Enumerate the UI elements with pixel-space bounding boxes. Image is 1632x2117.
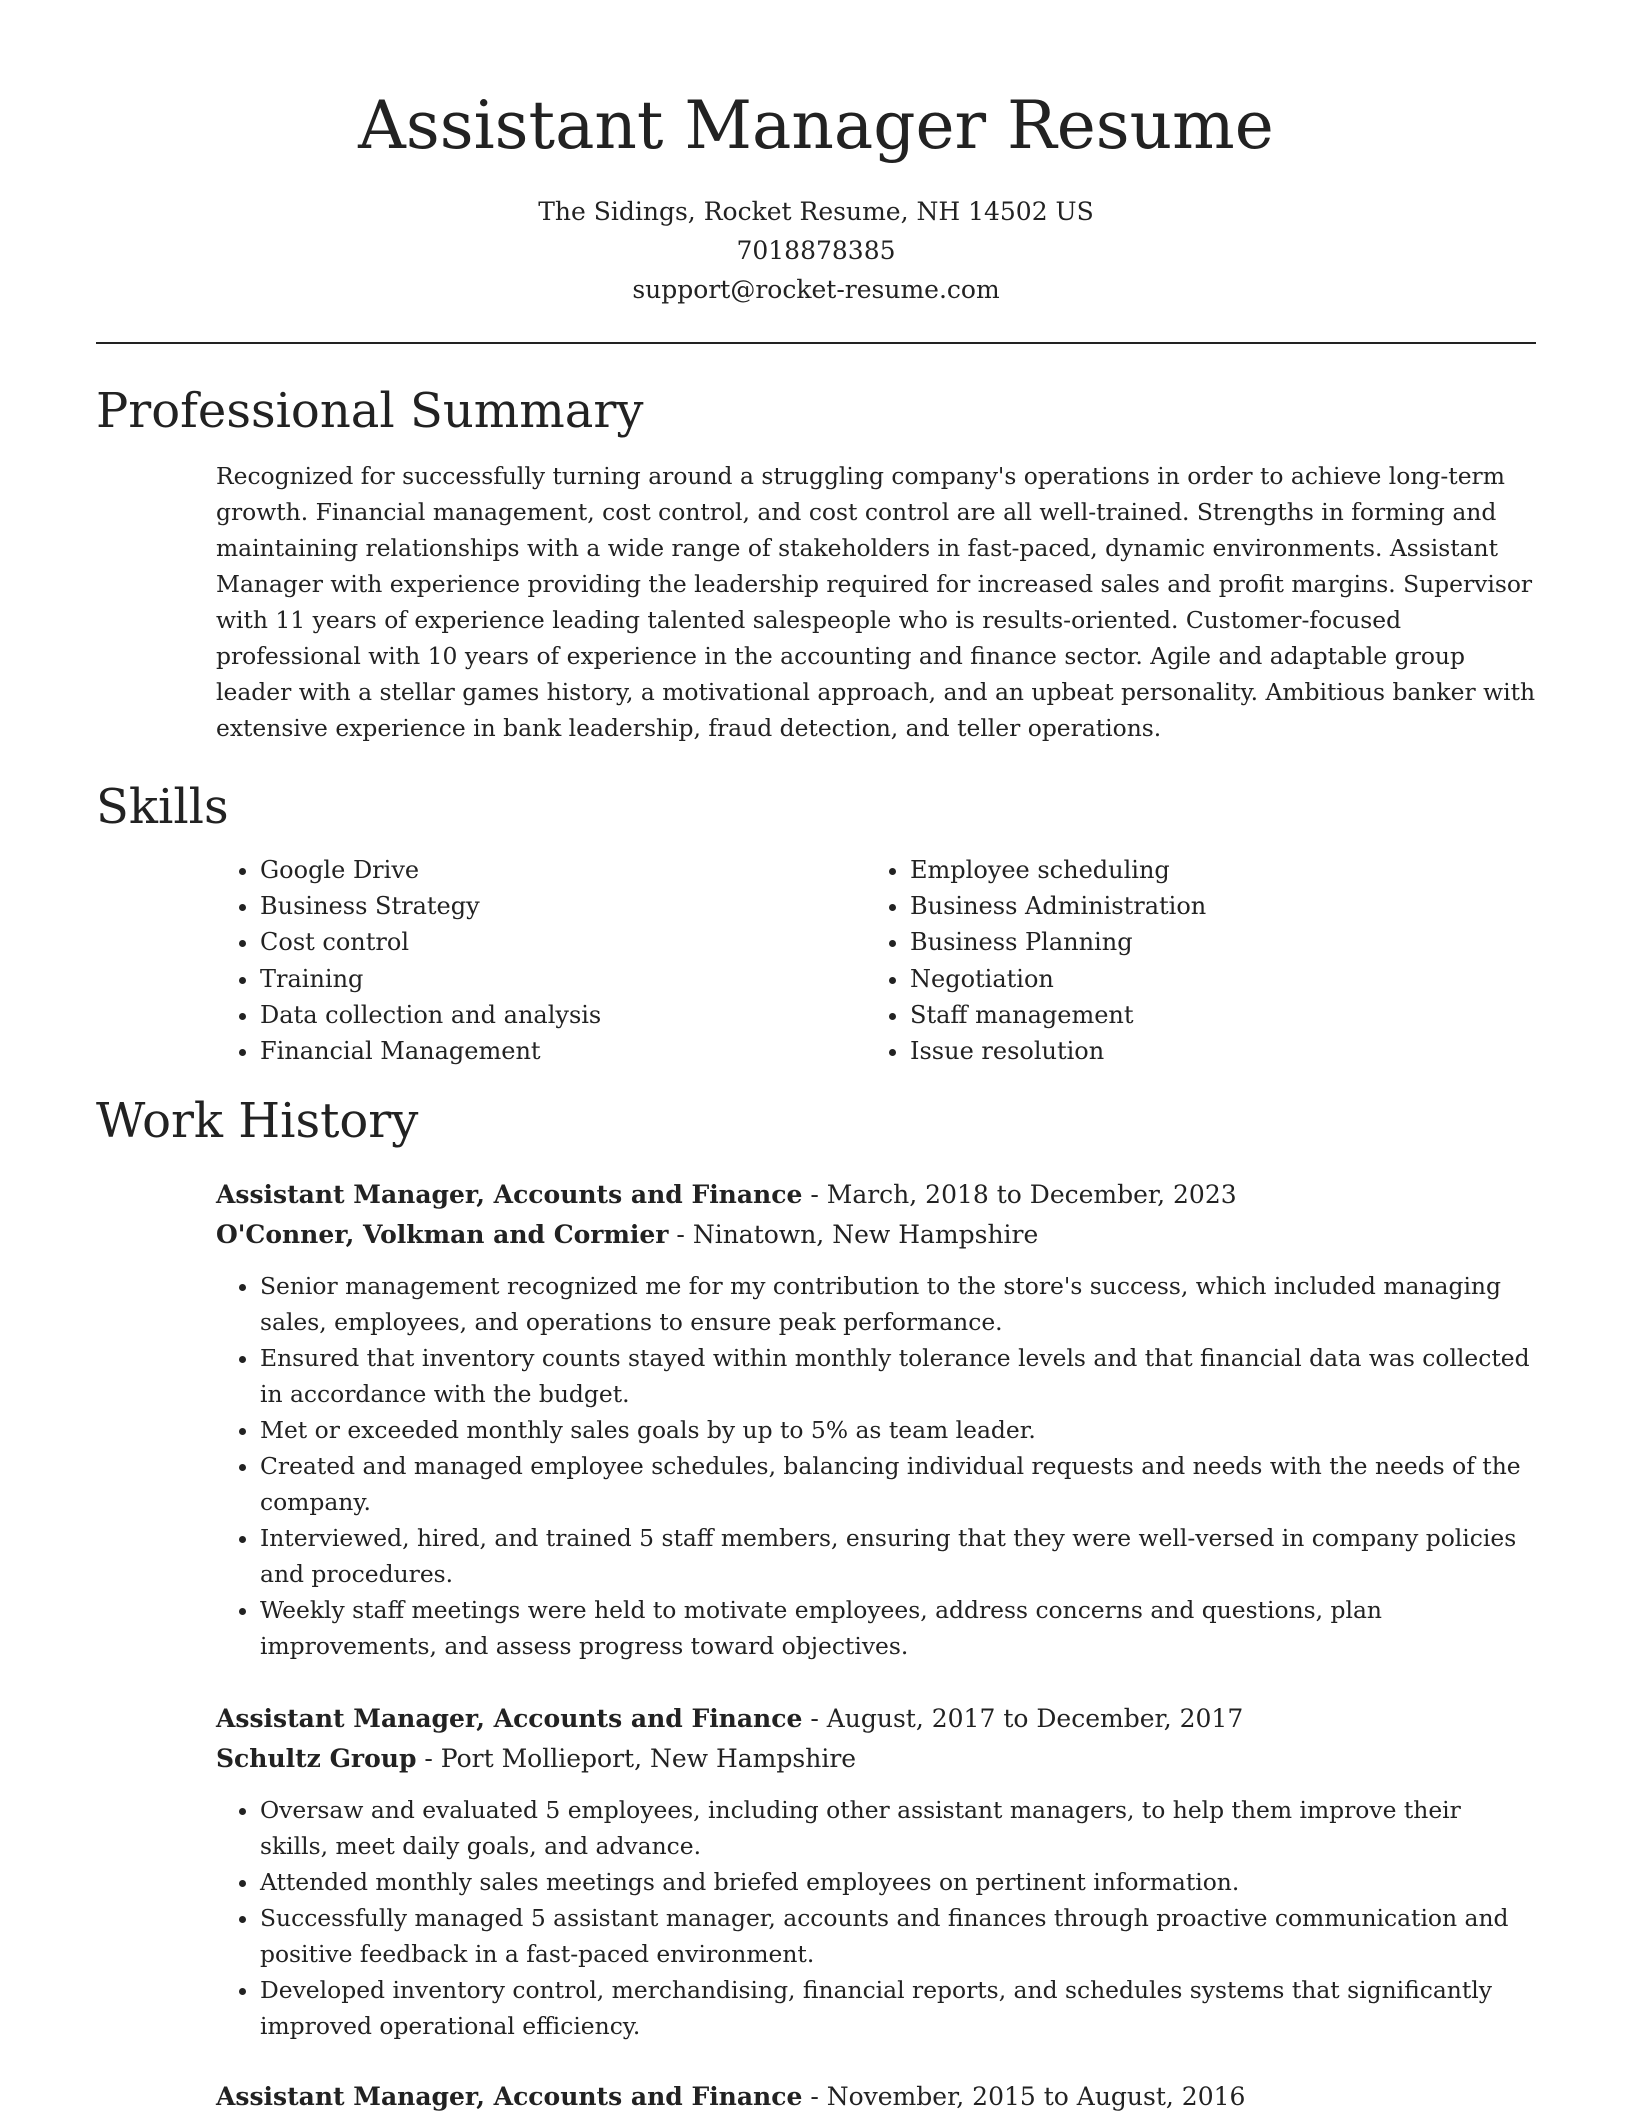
job-bullets xyxy=(216,1792,1536,2044)
contact-block xyxy=(0,192,1632,309)
job-dates: - November, 2015 to August, 2016 xyxy=(802,2082,1246,2111)
job-company: O'Conner, Volkman and Cormier xyxy=(216,1220,669,1249)
job-title-line xyxy=(216,1699,1536,1739)
work-history-heading: Work History xyxy=(96,1093,419,1149)
job-bullet: • Interviewed, hired, and trained 5 staff members, ensuring that they were well-versed in company policies and procedures. xyxy=(260,1520,1536,1592)
email: support@rocket-resume.com xyxy=(632,275,1000,304)
job-dates: - March, 2018 to December, 2023 xyxy=(802,1180,1237,1209)
job-entry xyxy=(216,1175,1536,1664)
job-bullet: • Met or exceeded monthly sales goals by up to 5% as team leader. xyxy=(260,1412,1536,1448)
job-bullet: • Successfully managed 5 assistant manager, accounts and finances through proactive communication and positive feedback in a fast-paced environment. xyxy=(260,1900,1536,1972)
job-role: Assistant Manager, Accounts and Finance xyxy=(216,2082,803,2111)
skill-item: • Business Strategy xyxy=(260,888,866,924)
skill-item: • Issue resolution xyxy=(910,1033,1470,1069)
resume-title: Assistant Manager Resume xyxy=(358,87,1274,164)
job-company: Schultz Group xyxy=(216,1744,417,1773)
skill-item: • Negotiation xyxy=(910,961,1470,997)
skills-list-left xyxy=(216,852,866,1069)
skill-item: • Financial Management xyxy=(260,1033,866,1069)
job-company-line xyxy=(216,1739,1536,1779)
job-bullets xyxy=(216,1268,1536,1664)
summary-section xyxy=(216,458,1536,746)
job-company-line xyxy=(216,1215,1536,1255)
job-location: - Ninatown, New Hampshire xyxy=(668,1220,1039,1249)
skill-item: • Business Planning xyxy=(910,924,1470,960)
skill-item: • Data collection and analysis xyxy=(260,997,866,1033)
job-bullet: • Developed inventory control, merchandising, financial reports, and schedules systems that significantly improved operational efficiency. xyxy=(260,1972,1536,2044)
job-title-line xyxy=(216,2077,1536,2117)
job-location: - Port Mollieport, New Hampshire xyxy=(416,1744,857,1773)
address: The Sidings, Rocket Resume, NH 14502 US xyxy=(538,197,1094,226)
job-role: Assistant Manager, Accounts and Finance xyxy=(216,1704,803,1733)
skill-item: • Staff management xyxy=(910,997,1470,1033)
job-bullet: • Weekly staff meetings were held to motivate employees, address concerns and questions, plan improvements, and assess progress toward objectives. xyxy=(260,1592,1536,1664)
skill-item: • Training xyxy=(260,961,866,997)
skill-item: • Cost control xyxy=(260,924,866,960)
job-bullet: • Ensured that inventory counts stayed within monthly tolerance levels and that financial data was collected in accordance with the budget. xyxy=(260,1340,1536,1412)
job-bullet: • Created and managed employee schedules, balancing individual requests and needs with the needs of the company. xyxy=(260,1448,1536,1520)
job-title-line xyxy=(216,1175,1536,1215)
summary-heading: Professional Summary xyxy=(96,383,644,439)
summary-text: Recognized for successfully turning around a struggling company's operations in order to achieve long-term growth. Financial management, cost control, and cost control are all well-trained. Strengths in forming and maintaining relationships with a wide range of stakeholders in fast-paced, dynamic environments. Assistant Manager with experience providing the leadership required for increased sales and profit margins. Supervisor with 11 years of experience leading talented salespeople who is results-oriented. Customer-focused professional with 10 years of experience in the accounting and finance sector. Agile and adaptable group leader with a stellar games history, a motivational approach, and an upbeat personality. Ambitious banker with extensive experience in bank leadership, fraud detection, and teller operations. xyxy=(216,462,1536,742)
job-bullet: • Oversaw and evaluated 5 employees, including other assistant managers, to help them improve their skills, meet daily goals, and advance. xyxy=(260,1792,1536,1864)
skills-list-right xyxy=(866,852,1470,1069)
header-divider xyxy=(96,342,1536,344)
job-entry xyxy=(216,1699,1536,2044)
job-entry xyxy=(216,2077,1536,2117)
job-role: Assistant Manager, Accounts and Finance xyxy=(216,1180,803,1209)
skill-item: • Google Drive xyxy=(260,852,866,888)
skill-item: • Employee scheduling xyxy=(910,852,1470,888)
skills-heading: Skills xyxy=(96,779,229,835)
phone: 7018878385 xyxy=(736,236,896,265)
resume-header xyxy=(0,0,1632,309)
skill-item: • Business Administration xyxy=(910,888,1470,924)
job-dates: - August, 2017 to December, 2017 xyxy=(802,1704,1244,1733)
job-bullet: • Senior management recognized me for my contribution to the store's success, which included managing sales, employees, and operations to ensure peak performance. xyxy=(260,1268,1536,1340)
job-bullet: • Attended monthly sales meetings and briefed employees on pertinent information. xyxy=(260,1864,1536,1900)
skills-section xyxy=(216,852,1536,1069)
